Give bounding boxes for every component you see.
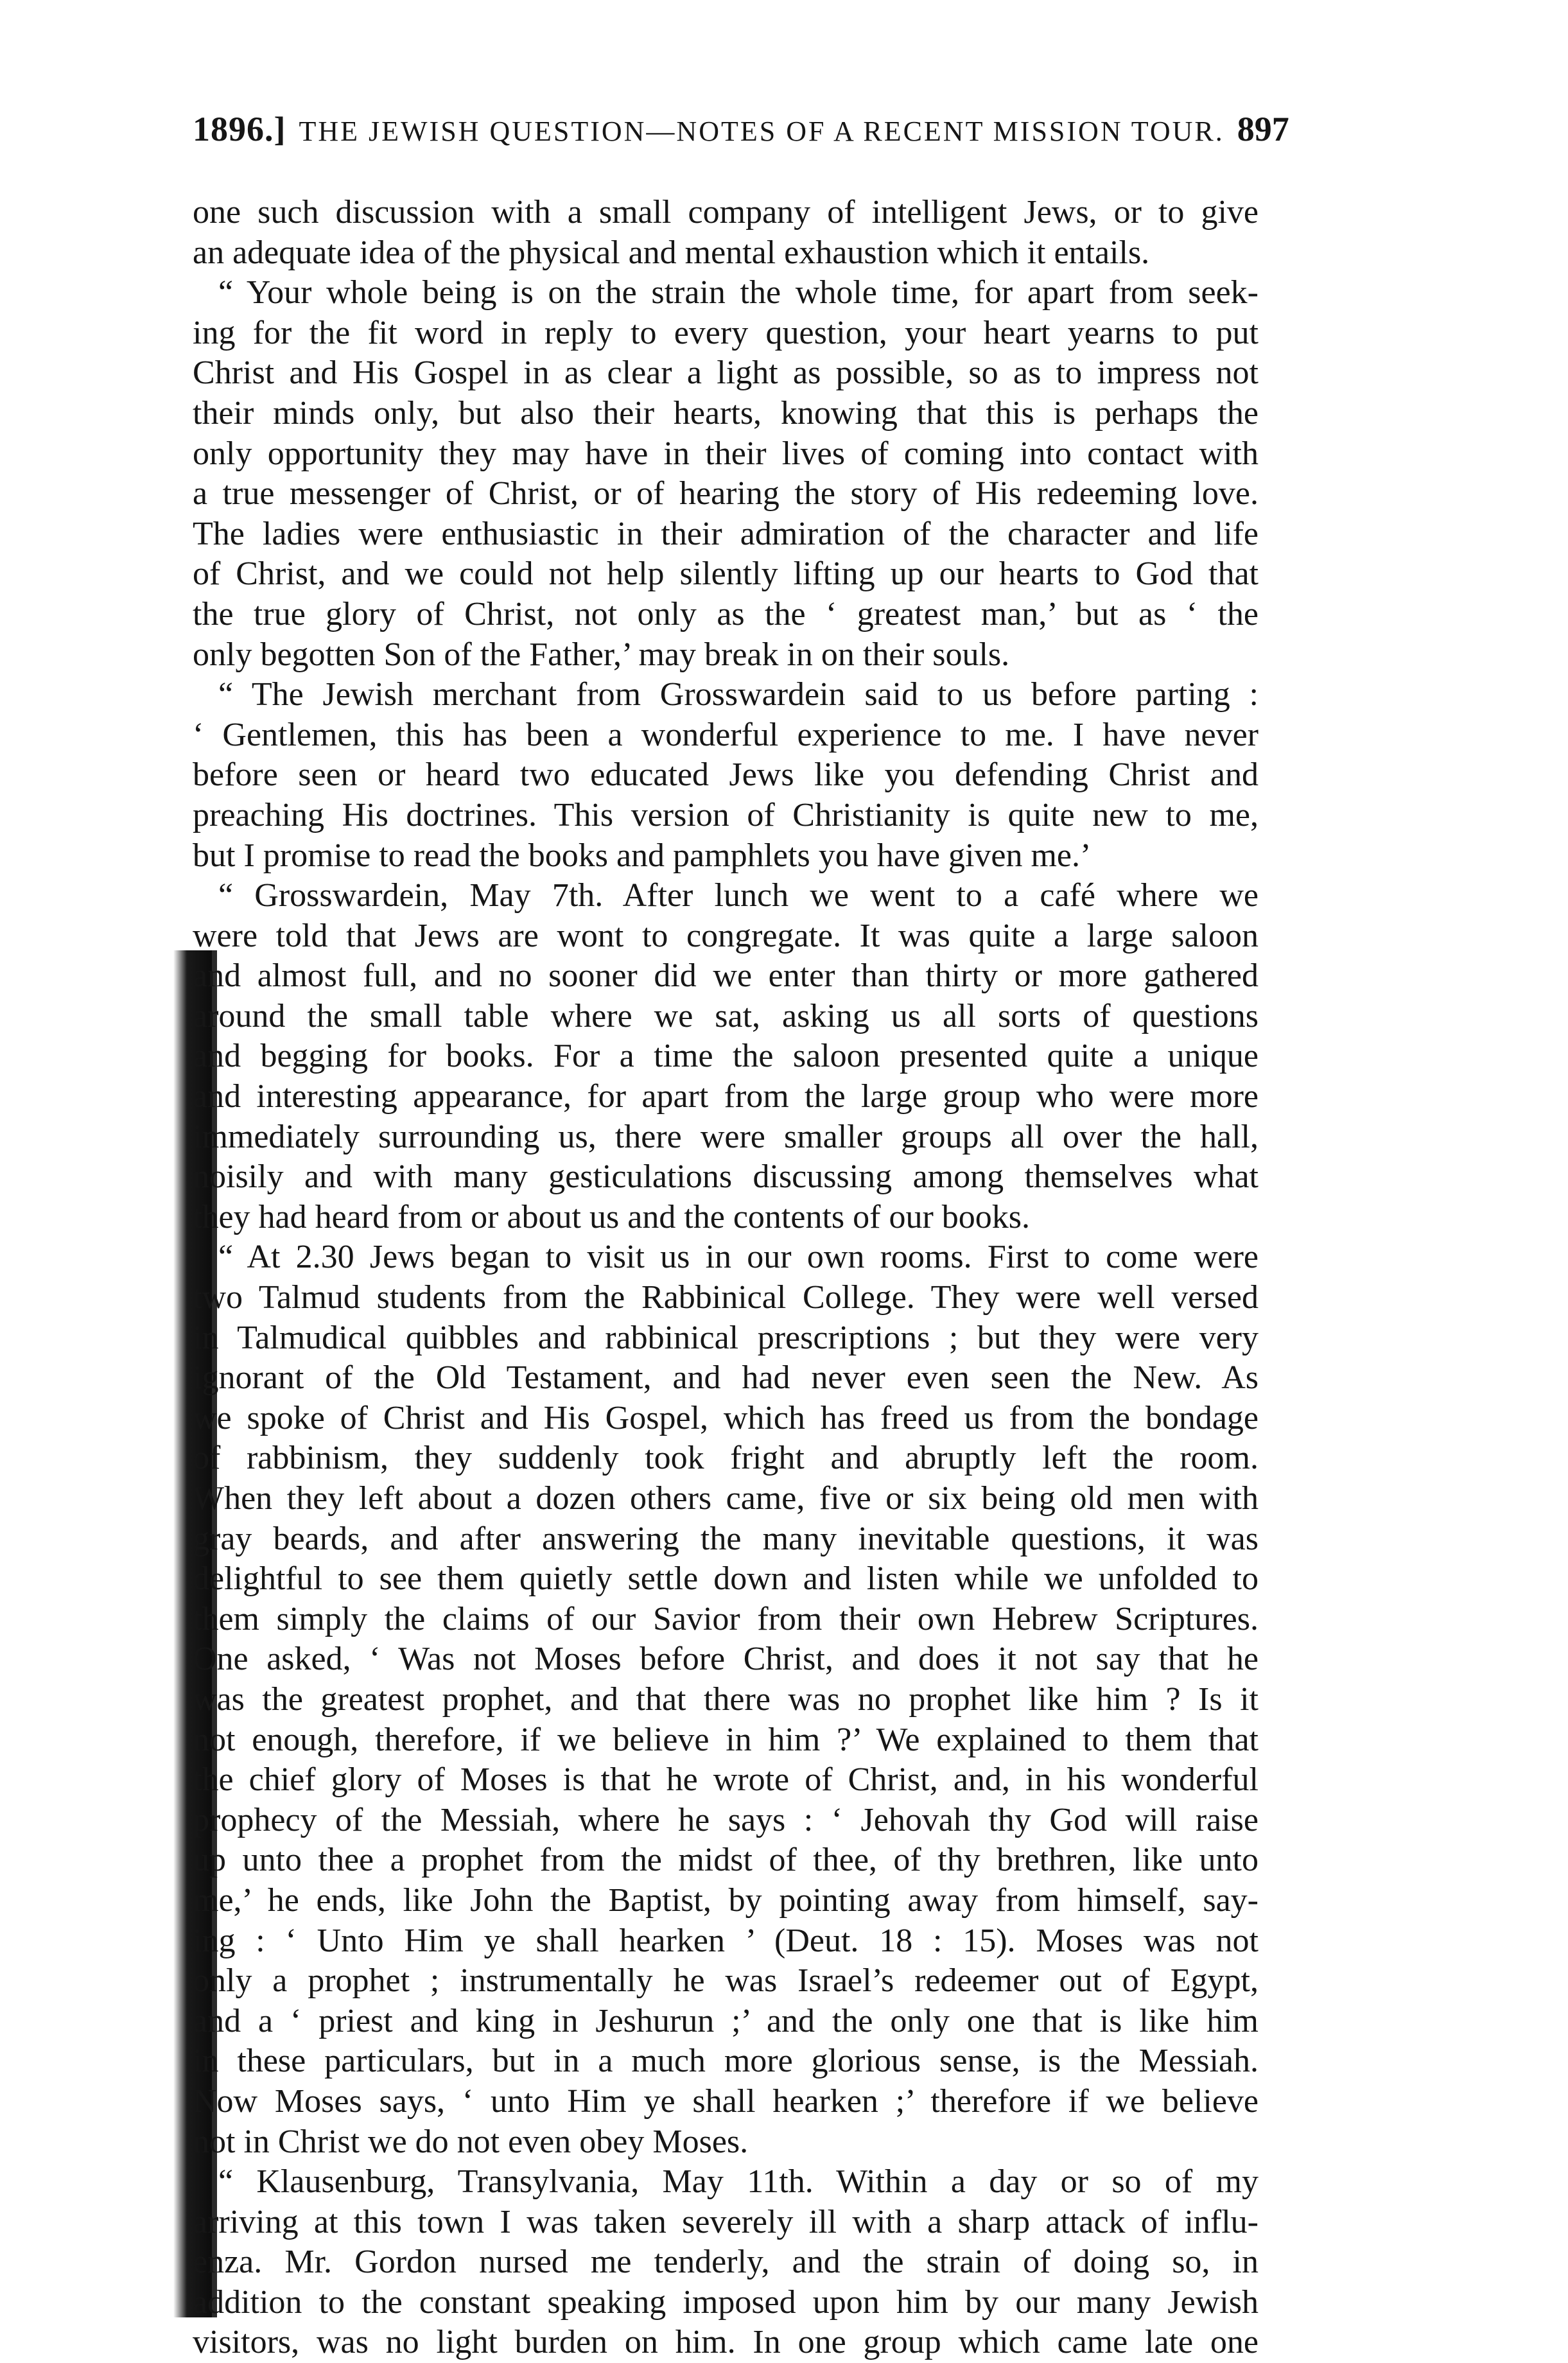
text-line: immediately surrounding us, there were smaller groups all over the hall,: [193, 1118, 1259, 1155]
text-line: the chief glory of Moses is that he wrote of Christ, and, in his wonderful: [193, 1761, 1259, 1799]
text-line: was the greatest prophet, and that there was no prophet like him ? Is it: [193, 1680, 1259, 1718]
text-line: only a prophet ; instrumentally he was Israel’s redeemer out of Egypt,: [193, 1962, 1259, 2000]
text-line: When they left about a dozen others came, five or six being old men with: [193, 1480, 1259, 1517]
text-line: gray beards, and after answering the many inevitable questions, it was: [193, 1520, 1259, 1557]
text-line: of rabbinism, they suddenly took fright and abruptly left the room.: [193, 1440, 1259, 1477]
text-line: visitors, was no light burden on him. In one group which came late one: [193, 2324, 1259, 2361]
text-line: ing : ‘ Unto Him ye shall hearken ’ (Deut. 18 : 15). Moses was not: [193, 1922, 1259, 1959]
text-line: and a ‘ priest and king in Jeshurun ;’ and the only one that is like him: [193, 2002, 1259, 2039]
text-line: “ Your whole being is on the strain the whole time, for apart from seek-: [218, 274, 1259, 311]
text-line: before seen or heard two educated Jews like you defending Christ and: [193, 756, 1259, 794]
text-line: addition to the constant speaking imposed upon him by our many Jewish: [193, 2283, 1259, 2321]
text-line: a true messenger of Christ, or of hearing the story of His redeeming love.: [193, 475, 1259, 512]
text-line: Now Moses says, ‘ unto Him ye shall hearken ;’ therefore if we believe: [193, 2082, 1259, 2120]
text-line: One asked, ‘ Was not Moses before Christ, and does it not say that he: [193, 1641, 1259, 1678]
text-line: we spoke of Christ and His Gospel, which has freed us from the bondage: [193, 1399, 1259, 1436]
text-line: one such discussion with a small company of intelligent Jews, or to give: [193, 194, 1259, 231]
text-line: me,’ he ends, like John the Baptist, by pointing away from himself, say-: [193, 1881, 1259, 1919]
header-title: THE JEWISH QUESTION—NOTES OF A RECENT MISSION TOUR.: [299, 116, 1224, 147]
text-line: in Talmudical quibbles and rabbinical prescriptions ; but they were very: [193, 1319, 1259, 1356]
text-line: preaching His doctrines. This version of Christianity is quite new to me,: [193, 796, 1259, 833]
text-line: The ladies were enthusiastic in their admiration of the character and life: [193, 515, 1259, 552]
text-line: “ Klausenburg, Transylvania, May 11th. Within a day or so of my: [218, 2163, 1259, 2201]
text-line: not enough, therefore, if we believe in him ?’ We explained to them that: [193, 1721, 1259, 1758]
text-line: in these particulars, but in a much more glorious sense, is the Messiah.: [193, 2043, 1259, 2080]
text-line: were told that Jews are wont to congregate. It was quite a large saloon: [193, 917, 1259, 954]
text-line: not in Christ we do not even obey Moses.: [193, 2123, 749, 2160]
text-line: “ Grosswardein, May 7th. After lunch we went to a café where we: [218, 877, 1259, 914]
text-line: prophecy of the Messiah, where he says : ‘ Jehovah thy God will raise: [193, 1801, 1259, 1838]
text-line: and interesting appearance, for apart from the large group who were more: [193, 1078, 1259, 1115]
text-line: “ The Jewish merchant from Grosswardein said to us before parting :: [218, 676, 1259, 713]
text-line: they had heard from or about us and the contents of our books.: [193, 1198, 1031, 1235]
text-line: noisily and with many gesticulations discussing among themselves what: [193, 1158, 1259, 1196]
text-line: Christ and His Gospel in as clear a light as possible, so as to impress not: [193, 354, 1259, 392]
text-line: only begotten Son of the Father,’ may break in on their souls.: [193, 636, 1010, 673]
text-line: up unto thee a prophet from the midst of thee, of thy brethren, like unto: [193, 1842, 1259, 1879]
header-year: 1896.]: [193, 110, 286, 148]
text-line: two Talmud students from the Rabbinical College. They were well versed: [193, 1279, 1259, 1316]
text-line: the true glory of Christ, not only as the ‘ greatest man,’ but as ‘ the: [193, 595, 1259, 632]
page-number: 897: [1237, 110, 1289, 148]
text-line: delightful to see them quietly settle down and listen while we unfolded to: [193, 1560, 1259, 1598]
text-line: arriving at this town I was taken severely ill with a sharp attack of influ-: [193, 2203, 1259, 2240]
text-line: around the small table where we sat, asking us all sorts of questions: [193, 997, 1259, 1034]
text-line: ignorant of the Old Testament, and had never even seen the New. As: [193, 1359, 1259, 1397]
text-line: them simply the claims of our Savior from their own Hebrew Scriptures.: [193, 1600, 1259, 1637]
text-line: “ At 2.30 Jews began to visit us in our own rooms. First to come were: [218, 1239, 1259, 1276]
text-line: ing for the fit word in reply to every question, your heart yearns to put: [193, 314, 1259, 351]
text-line: and almost full, and no sooner did we enter than thirty or more gathered: [193, 957, 1259, 995]
text-line: their minds only, but also their hearts, knowing that this is perhaps the: [193, 394, 1259, 432]
text-line: of Christ, and we could not help silently lifting up our hearts to God that: [193, 555, 1259, 593]
running-header: [193, 109, 1289, 154]
body-text: [193, 193, 1259, 2363]
text-line: ‘ Gentlemen, this has been a wonderful experience to me. I have never: [193, 716, 1259, 753]
text-line: an adequate idea of the physical and mental exhaustion which it entails.: [193, 234, 1150, 271]
text-line: and begging for books. For a time the saloon presented quite a unique: [193, 1038, 1259, 1075]
text-line: but I promise to read the books and pamphlets you have given me.’: [193, 837, 1092, 874]
text-line: only opportunity they may have in their lives of coming into contact with: [193, 435, 1259, 472]
text-line: enza. Mr. Gordon nursed me tenderly, and the strain of doing so, in: [193, 2244, 1259, 2281]
